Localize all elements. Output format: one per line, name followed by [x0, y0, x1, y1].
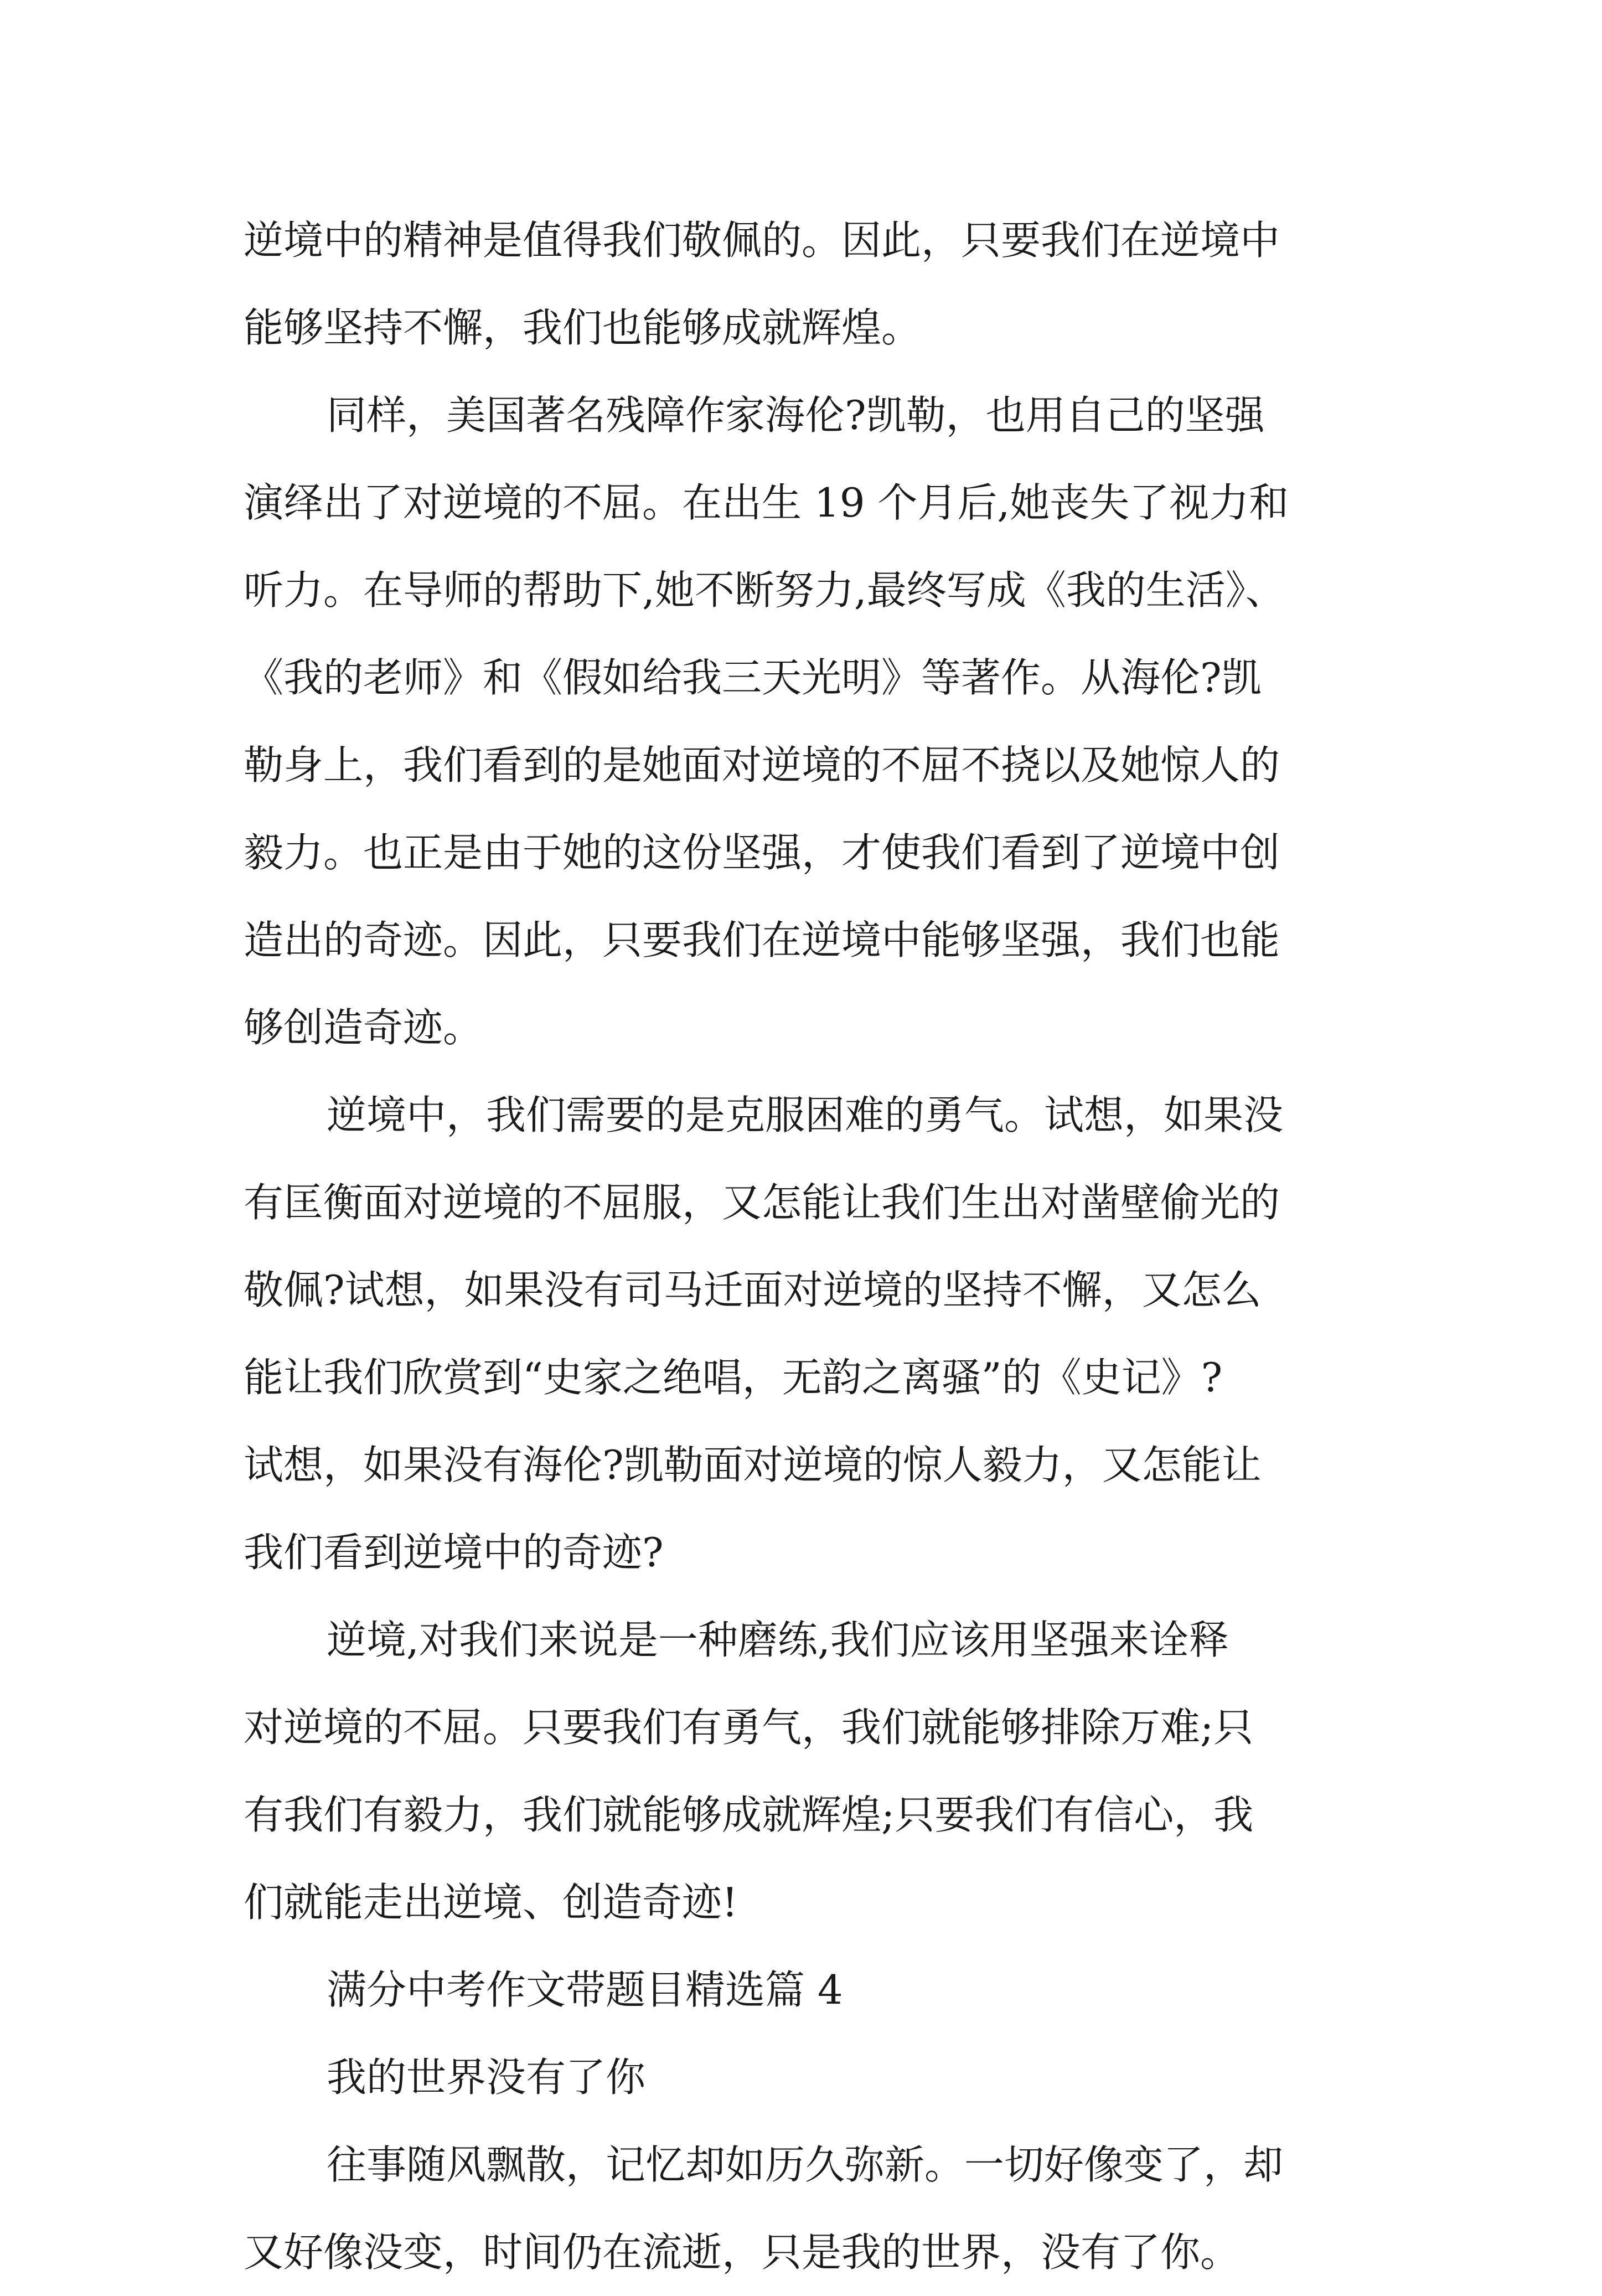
- text-line: 往事随风飘散，记忆却如历久弥新。一切好像变了，却: [327, 2142, 1284, 2188]
- text-line: 勒身上，我们看到的是她面对逆境的不屈不挠以及她惊人的: [244, 742, 1280, 788]
- text-line: 试想，如果没有海伦?凯勒面对逆境的惊人毅力，又怎能让: [244, 1442, 1262, 1488]
- text-line: 同样，美国著名残障作家海伦?凯勒，也用自己的坚强: [327, 392, 1265, 438]
- text-line: 《我的老师》和《假如给我三天光明》等著作。从海伦?凯: [244, 654, 1262, 701]
- text-line: 演绎出了对逆境的不屈。在出生 19 个月后,她丧失了视力和: [244, 479, 1289, 526]
- section-heading: 满分中考作文带题目精选篇 4: [327, 1967, 843, 2013]
- text-line: 能够坚持不懈，我们也能够成就辉煌。: [244, 305, 922, 351]
- text-line: 们就能走出逆境、创造奇迹!: [244, 1879, 738, 1926]
- text-line: 有我们有毅力，我们就能够成就辉煌;只要我们有信心，我: [244, 1792, 1254, 1838]
- text-line: 我们看到逆境中的奇迹?: [244, 1529, 664, 1576]
- text-line: 造出的奇迹。因此，只要我们在逆境中能够坚强，我们也能: [244, 917, 1280, 963]
- body-text: [244, 197, 1384, 2296]
- text-line: 敬佩?试想，如果没有司马迁面对逆境的坚持不懈，又怎么: [244, 1267, 1262, 1313]
- text-line: 够创造奇迹。: [244, 1004, 483, 1051]
- text-line: 对逆境的不屈。只要我们有勇气，我们就能够排除万难;只: [244, 1704, 1254, 1751]
- text-line: 能让我们欣赏到“史家之绝唱，无韵之离骚”的《史记》?: [244, 1354, 1223, 1401]
- text-line: 听力。在导师的帮助下,她不断努力,最终写成《我的生活》、: [244, 567, 1285, 613]
- text-line: 毅力。也正是由于她的这份坚强，才使我们看到了逆境中创: [244, 829, 1280, 876]
- text-line: 逆境中，我们需要的是克服困难的勇气。试想，如果没: [327, 1092, 1284, 1138]
- text-line: 逆境中的精神是值得我们敬佩的。因此，只要我们在逆境中: [244, 217, 1280, 264]
- text-line: 又好像没变，时间仍在流逝，只是我的世界，没有了你。: [244, 2229, 1241, 2276]
- essay-title: 我的世界没有了你: [327, 2054, 646, 2101]
- text-line: 有匡衡面对逆境的不屈服，又怎能让我们生出对凿壁偷光的: [244, 1179, 1280, 1226]
- text-line: 逆境,对我们来说是一种磨练,我们应该用坚强来诠释: [327, 1617, 1229, 1663]
